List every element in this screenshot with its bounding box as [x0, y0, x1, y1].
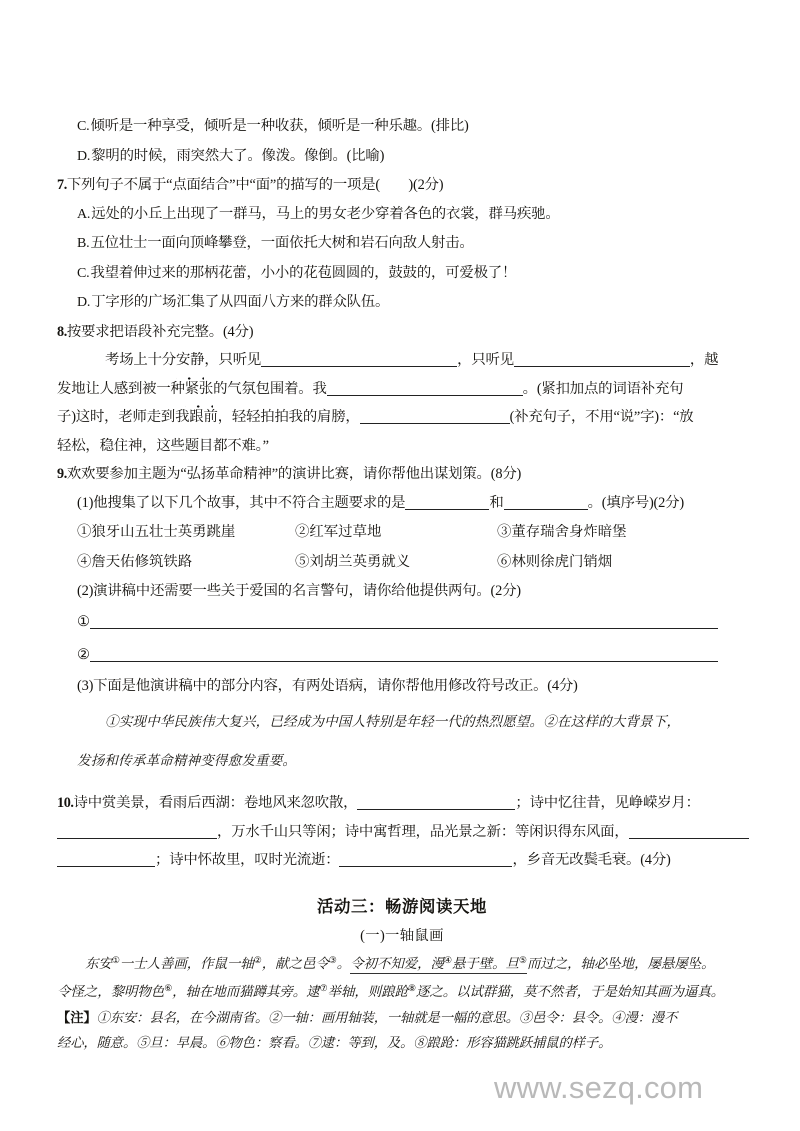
q9-blank-2[interactable] — [504, 494, 588, 510]
q8-seg1d: ，越 — [689, 352, 719, 368]
option-label-d: D. — [77, 295, 91, 310]
option-text-a: 远处的小丘上出现了一群马，马上的男女老少穿着各色的衣裳，群马疾驰。 — [91, 205, 560, 222]
story-option-4: ④詹天佑修筑铁路 — [77, 554, 193, 570]
cp-sup-1: ① — [111, 955, 120, 966]
cp-ul-a: 令初不知爱，漫 — [350, 955, 444, 972]
q8-seg2c: 。(紧扣加点的词语补充句 — [522, 380, 684, 397]
question-10-line-1 — [57, 789, 747, 818]
cp-2b: ，轴在地而猫蹲其旁。逮 — [172, 984, 320, 1000]
option-text-d: 黎明的时候，雨突然大了。像泼。像倒。(比喻) — [91, 147, 385, 164]
story-option-row — [57, 517, 747, 547]
option-text-c: 倾听是一种享受，倾听是一种收获，倾听是一种乐趣。(排比) — [90, 118, 469, 134]
q10-seg-a: 诗中赏美景，看雨后西湖：卷地风来忽吹散， — [73, 795, 358, 811]
cp-sup-2: ② — [253, 955, 262, 966]
question-9-sub-3 — [57, 672, 747, 701]
q8-seg2b: 的气氛包围着。我 — [213, 380, 327, 397]
question-8-number: 8. — [57, 323, 67, 340]
question-8-body-line-2 — [57, 375, 747, 404]
question-10-line-2 — [57, 818, 747, 847]
q9-blank-1[interactable] — [405, 494, 489, 510]
option-label-b: B. — [77, 236, 90, 251]
q8-emphasis-jinzhang: 紧张 — [185, 375, 213, 404]
cp-ul-b: 悬于壁。旦 — [451, 955, 519, 972]
cp-1tail: 而过之，轴必坠地，屡悬屡坠。 — [526, 955, 715, 972]
question-9-answer-line-2 — [57, 639, 747, 672]
q10-seg-d: ；诗中怀故里，叹时光流逝： — [155, 852, 340, 868]
q8-seg2a: 发地让人感到被一种 — [57, 380, 185, 397]
notes-line-1 — [57, 1006, 747, 1032]
q10-seg-b: ；诗中忆往昔，见峥嵘岁月： — [515, 795, 700, 811]
story-option-2: ②红军过草地 — [295, 524, 382, 540]
q8-seg3b: (补充句子，不用“说”字)：“放 — [509, 409, 694, 425]
cp-1c: ，献之邑令 — [261, 955, 329, 972]
q9-sub1b: 和 — [489, 494, 504, 511]
cp-2d: 逐之。以试群猫，莫不然者，于是始知其画为逼真。 — [415, 984, 725, 1000]
reading-passage-subtitle: (一)一轴鼠画 — [360, 927, 444, 944]
cp-sup-6: ⑥ — [164, 984, 173, 994]
cp-sup-5: ⑤ — [518, 955, 527, 966]
cp-2c: 举轴，则踉跄 — [327, 984, 408, 1000]
q10-seg-e: ，乡音无改鬓毛衰。(4分) — [512, 852, 671, 868]
question-9-stem — [57, 460, 747, 489]
q8-seg1c: ，只听见 — [457, 352, 514, 368]
page-content — [57, 112, 747, 1057]
q8-blank-2[interactable] — [514, 351, 690, 367]
q8-seg3a: 子)这时，老师走到我跟前，轻轻拍拍我的肩膀， — [57, 409, 360, 425]
question-10-number: 10. — [57, 795, 74, 811]
q9-sub3-text: (3)下面是他演讲稿中的部分内容，有两处语病，请你帮他用修改符号改正。(4分) — [77, 677, 578, 694]
answer-marker-2: ② — [77, 646, 90, 663]
q10-blank-4[interactable] — [339, 851, 512, 867]
story-option-row — [57, 547, 747, 577]
story-option-1: ①狼牙山五壮士英勇跳崖 — [77, 524, 236, 540]
option-row — [57, 112, 747, 142]
q8-blank-3[interactable] — [327, 380, 523, 396]
classical-passage-line-1 — [57, 949, 747, 978]
question-7-stem — [57, 171, 747, 200]
question-9-sub-2 — [57, 577, 747, 606]
option-label-c: C. — [77, 265, 90, 281]
question-7-option-c — [57, 259, 747, 289]
site-watermark: www.sezq.com — [494, 1070, 704, 1105]
question-8-body-line-4 — [57, 432, 747, 461]
question-8-text: 按要求把语段补充完整。(4分) — [66, 323, 254, 340]
q9-answer-blank-2[interactable] — [90, 646, 718, 662]
notes-line-2 — [57, 1031, 747, 1057]
cp-1b: 一士人善画，作鼠一轴 — [119, 955, 254, 972]
option-row — [57, 142, 747, 172]
cp-2a: 令怪之，黎明物色 — [57, 984, 165, 1000]
question-7-option-b — [57, 229, 747, 259]
q9-answer-blank-1[interactable] — [90, 613, 718, 629]
question-9-text: 欢欢要参加主题为“弘扬革命精神”的演讲比赛，请你帮他出谋划策。(8分) — [66, 466, 522, 482]
cp-1d: 。 — [336, 955, 351, 972]
option-text-b: 五位壮士一面向顶峰攀登，一面依托大树和岩石向敌人射击。 — [90, 235, 474, 251]
q8-blank-1[interactable] — [261, 351, 457, 367]
question-7-number: 7. — [57, 177, 67, 193]
q10-blank-3b[interactable] — [57, 851, 155, 867]
q10-seg-c: ，万水千山只等闲；诗中寓哲理，品光景之新：等闲识得东风面， — [217, 823, 629, 840]
option-label-d: D. — [77, 148, 91, 164]
story-option-5: ⑤刘胡兰英勇就义 — [295, 554, 411, 570]
option-label-c: C. — [77, 119, 90, 134]
answer-marker-1: ① — [77, 613, 90, 630]
q10-blank-1[interactable] — [357, 794, 515, 810]
cp-1a: 东安 — [85, 955, 112, 972]
question-9-answer-line-1 — [57, 606, 747, 639]
cp-sup-4: ④ — [443, 955, 452, 966]
activity-title: 活动三：畅游阅读天地 — [317, 896, 487, 916]
q9-sub1a: (1)他搜集了以下几个故事，其中不符合主题要求的是 — [77, 494, 406, 511]
q9-sub2-text: (2)演讲稿中还需要一些关于爱国的名言警句，请你给他提供两句。(2分) — [77, 583, 521, 599]
story-option-6: ⑥林则徐虎门销烟 — [497, 554, 613, 570]
notes-text-1: ①东安：县名，在今湖南省。②一轴：画用轴装，一轴就是一幅的意思。③邑令：县令。④漫：漫不 — [96, 1010, 678, 1026]
question-8-body-line-3 — [57, 403, 747, 432]
essay-excerpt-line-2: 发扬和传承革命精神变得愈发重要。 — [77, 753, 297, 769]
option-text-d: 丁字形的广场汇集了从四面八方来的群众队伍。 — [91, 294, 390, 310]
q10-blank-2[interactable] — [57, 823, 217, 839]
q9-sub1c: 。(填序号)(2分) — [587, 494, 684, 511]
q8-blank-4[interactable] — [360, 408, 510, 424]
story-option-3: ③董存瑞舍身炸暗堡 — [497, 524, 627, 540]
cp-underlined-sentence — [350, 956, 527, 974]
question-7-text: 下列句子不属于“点面结合”中“面”的描写的一项是( )(2分) — [66, 177, 444, 193]
question-9-number: 9. — [57, 466, 67, 482]
question-7-option-a — [57, 200, 747, 230]
q8-seg1b: ，只听见 — [204, 352, 262, 368]
option-label-a: A. — [77, 206, 91, 222]
q8-emphasis-anjing: 安静 — [176, 346, 204, 375]
classical-passage-line-2 — [57, 977, 747, 1006]
question-10-line-3 — [57, 846, 747, 875]
question-8-stem — [57, 318, 747, 347]
q10-blank-3[interactable] — [629, 823, 749, 839]
q8-seg1a: 考场上十分 — [105, 352, 176, 368]
cp-sup-3: ③ — [328, 955, 337, 966]
notes-tag: 【注】 — [57, 1010, 97, 1026]
question-9-sub-1 — [57, 489, 747, 518]
essay-excerpt-line-1: ①实现中华民族伟大复兴，已经成为中国人特别是年轻一代的热烈愿望。②在这样的大背景下， — [105, 714, 681, 730]
cp-sup-8: ⑧ — [407, 984, 416, 994]
option-text-c: 我望着伸过来的那柄花蕾，小小的花苞圆圆的，鼓鼓的，可爱极了！ — [90, 264, 517, 281]
question-8-body-line-1 — [57, 346, 747, 375]
cp-sup-7: ⑦ — [319, 984, 328, 994]
notes-text-2: 经心，随意。⑤旦：早晨。⑥物色：察看。⑦逮：等到，及。⑧踉跄：形容猫跳跃捕鼠的样子。 — [57, 1036, 612, 1051]
q8-seg4: 轻松，稳住神，这些题目都不难。” — [57, 437, 269, 454]
question-7-option-d — [57, 288, 747, 318]
